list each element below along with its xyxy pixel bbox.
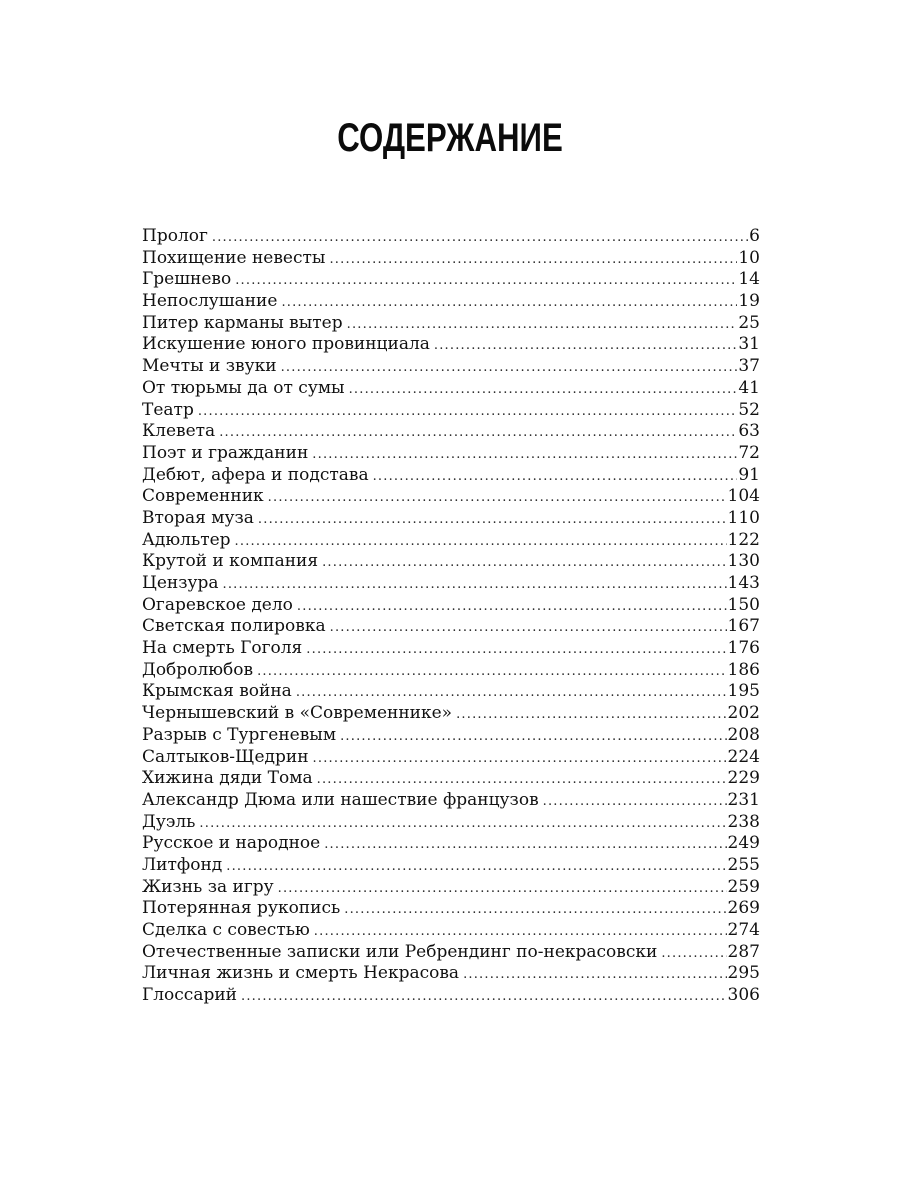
- toc-entry: [142, 269, 760, 291]
- dot-leader: [324, 834, 726, 855]
- toc-entry-page: 195: [727, 681, 760, 702]
- table-of-contents: [142, 226, 760, 1007]
- toc-entry: [142, 530, 760, 552]
- dot-leader: [317, 769, 727, 790]
- toc-entry-title: Сделка с совестью: [142, 920, 310, 940]
- dot-leader: [344, 899, 726, 920]
- toc-entry: [142, 898, 760, 920]
- toc-entry: [142, 573, 760, 595]
- toc-entry-page: 6: [749, 226, 760, 246]
- toc-entry-title: Жизнь за игру: [142, 876, 274, 897]
- toc-entry: [142, 486, 760, 508]
- toc-entry: [142, 833, 760, 855]
- toc-entry-page: 52: [738, 399, 760, 420]
- toc-entry-title: Отечественные записки или Ребрендинг по-некрасовски: [142, 941, 658, 962]
- toc-entry: [142, 421, 760, 443]
- toc-entry-page: 208: [727, 724, 760, 745]
- dot-leader: [434, 335, 737, 356]
- toc-entry-title: Салтыков-Щедрин: [142, 746, 309, 767]
- toc-entry: [142, 291, 760, 313]
- toc-entry-page: 31: [738, 334, 760, 355]
- toc-entry: [142, 313, 760, 335]
- toc-entry-page: 167: [727, 616, 760, 637]
- toc-entry-page: 150: [727, 594, 760, 615]
- toc-entry: [142, 638, 760, 660]
- toc-entry: [142, 681, 760, 703]
- toc-entry: [142, 616, 760, 638]
- dot-leader: [322, 552, 726, 573]
- dot-leader: [278, 878, 727, 899]
- toc-entry: [142, 725, 760, 747]
- page-title: СОДЕРЖАНИЕ: [337, 116, 563, 160]
- toc-entry: [142, 920, 760, 942]
- toc-entry-page: 269: [727, 898, 760, 919]
- toc-entry-title: Александр Дюма или нашествие французов: [142, 789, 539, 810]
- toc-entry-title: Пролог: [142, 226, 208, 246]
- toc-entry: [142, 703, 760, 725]
- dot-leader: [219, 422, 737, 443]
- toc-entry-title: Современник: [142, 486, 264, 507]
- toc-entry-page: 41: [738, 377, 760, 398]
- toc-entry-title: Глоссарий: [142, 985, 238, 1006]
- toc-entry-title: Светская полировка: [142, 616, 326, 637]
- toc-entry: [142, 768, 760, 790]
- toc-entry-title: Дебют, афера и подстава: [142, 464, 369, 485]
- dot-leader: [306, 639, 726, 660]
- toc-entry-page: 19: [738, 291, 760, 312]
- dot-leader: [314, 921, 727, 942]
- dot-leader: [296, 682, 727, 703]
- toc-entry-page: 37: [738, 356, 760, 377]
- dot-leader: [235, 270, 737, 291]
- toc-entry-page: 104: [727, 486, 760, 507]
- toc-entry-title: Литфонд: [142, 854, 223, 875]
- toc-entry-page: 249: [727, 833, 760, 854]
- toc-entry: [142, 855, 760, 877]
- toc-entry: [142, 595, 760, 617]
- dot-leader: [268, 487, 727, 508]
- dot-leader: [235, 531, 727, 552]
- dot-leader: [226, 856, 726, 877]
- toc-entry: [142, 985, 760, 1007]
- toc-entry-title: Похищение невесты: [142, 247, 326, 268]
- toc-entry-title: Питер карманы вытер: [142, 312, 343, 333]
- dot-leader: [281, 292, 737, 313]
- toc-entry-page: 259: [727, 876, 760, 897]
- toc-entry-page: 186: [727, 659, 760, 680]
- toc-entry-title: Цензура: [142, 573, 219, 593]
- dot-leader: [198, 401, 738, 422]
- toc-entry: [142, 334, 760, 356]
- toc-entry-page: 110: [727, 507, 760, 528]
- dot-leader: [313, 748, 727, 769]
- toc-entry: [142, 963, 760, 985]
- toc-entry: [142, 443, 760, 465]
- toc-entry: [142, 942, 760, 964]
- toc-entry-title: Русское и народное: [142, 833, 321, 854]
- dot-leader: [223, 574, 727, 595]
- toc-entry-title: Грешнево: [142, 269, 232, 290]
- toc-entry: [142, 248, 760, 270]
- toc-entry-page: 274: [727, 920, 760, 940]
- toc-entry-title: Потерянная рукопись: [142, 898, 341, 919]
- toc-entry: [142, 660, 760, 682]
- toc-entry-page: 255: [727, 854, 760, 875]
- toc-entry-page: 143: [727, 573, 760, 593]
- toc-entry-page: 229: [727, 768, 760, 789]
- toc-entry-title: Мечты и звуки: [142, 356, 277, 377]
- toc-entry-title: Адюльтер: [142, 529, 231, 550]
- dot-leader: [212, 227, 748, 248]
- toc-entry-title: Крымская война: [142, 681, 292, 702]
- dot-leader: [330, 617, 727, 638]
- dot-leader: [199, 813, 726, 834]
- dot-leader: [347, 314, 738, 335]
- toc-entry: [142, 747, 760, 769]
- dot-leader: [349, 379, 738, 400]
- toc-entry: [142, 877, 760, 899]
- toc-entry: [142, 465, 760, 487]
- toc-entry-title: Дуэль: [142, 811, 196, 832]
- toc-entry-page: 238: [727, 811, 760, 832]
- toc-entry-page: 231: [727, 789, 760, 810]
- toc-entry-title: Огаревское дело: [142, 594, 293, 615]
- toc-entry-page: 91: [738, 464, 760, 485]
- toc-entry-title: Личная жизнь и смерть Некрасова: [142, 963, 460, 984]
- toc-entry-page: 176: [727, 638, 760, 659]
- dot-leader: [543, 791, 727, 812]
- toc-entry-title: Добролюбов: [142, 659, 254, 680]
- dot-leader: [257, 661, 726, 682]
- toc-entry-title: Театр: [142, 399, 194, 420]
- toc-entry: [142, 812, 760, 834]
- toc-entry-page: 25: [738, 312, 760, 333]
- dot-leader: [258, 509, 727, 530]
- toc-entry-title: Клевета: [142, 421, 216, 442]
- toc-entry: [142, 226, 760, 248]
- toc-entry-page: 130: [727, 551, 760, 572]
- dot-leader: [281, 357, 738, 378]
- toc-entry-page: 63: [738, 421, 760, 442]
- toc-entry-page: 72: [738, 442, 760, 463]
- toc-entry-title: Крутой и компания: [142, 551, 319, 572]
- toc-entry-page: 10: [738, 247, 760, 268]
- toc-entry-title: Искушение юного провинциала: [142, 334, 430, 355]
- toc-entry-title: От тюрьмы да от сумы: [142, 377, 345, 398]
- toc-entry-title: Непослушание: [142, 291, 278, 312]
- dot-leader: [329, 249, 737, 270]
- toc-entry: [142, 400, 760, 422]
- toc-entry-page: 14: [738, 269, 760, 290]
- dot-leader: [456, 704, 726, 725]
- dot-leader: [373, 466, 738, 487]
- dot-leader: [463, 964, 726, 985]
- toc-entry-page: 122: [727, 529, 760, 550]
- dot-leader: [241, 986, 727, 1007]
- toc-entry-title: На смерть Гоголя: [142, 638, 303, 659]
- toc-entry-page: 224: [727, 746, 760, 767]
- dot-leader: [661, 943, 726, 964]
- toc-entry-title: Хижина дяди Тома: [142, 768, 313, 789]
- toc-entry: [142, 551, 760, 573]
- dot-leader: [312, 444, 737, 465]
- toc-entry-title: Поэт и гражданин: [142, 442, 309, 463]
- toc-entry: [142, 356, 760, 378]
- toc-entry-title: Разрыв с Тургеневым: [142, 724, 337, 745]
- toc-entry: [142, 378, 760, 400]
- dot-leader: [297, 596, 727, 617]
- toc-entry-page: 306: [727, 985, 760, 1006]
- toc-entry-page: 287: [727, 941, 760, 962]
- toc-entry-title: Вторая муза: [142, 507, 254, 528]
- toc-entry: [142, 790, 760, 812]
- dot-leader: [340, 726, 726, 747]
- toc-entry-page: 202: [727, 703, 760, 724]
- toc-entry: [142, 508, 760, 530]
- toc-entry-page: 295: [727, 963, 760, 984]
- toc-entry-title: Чернышевский в «Современнике»: [142, 703, 453, 724]
